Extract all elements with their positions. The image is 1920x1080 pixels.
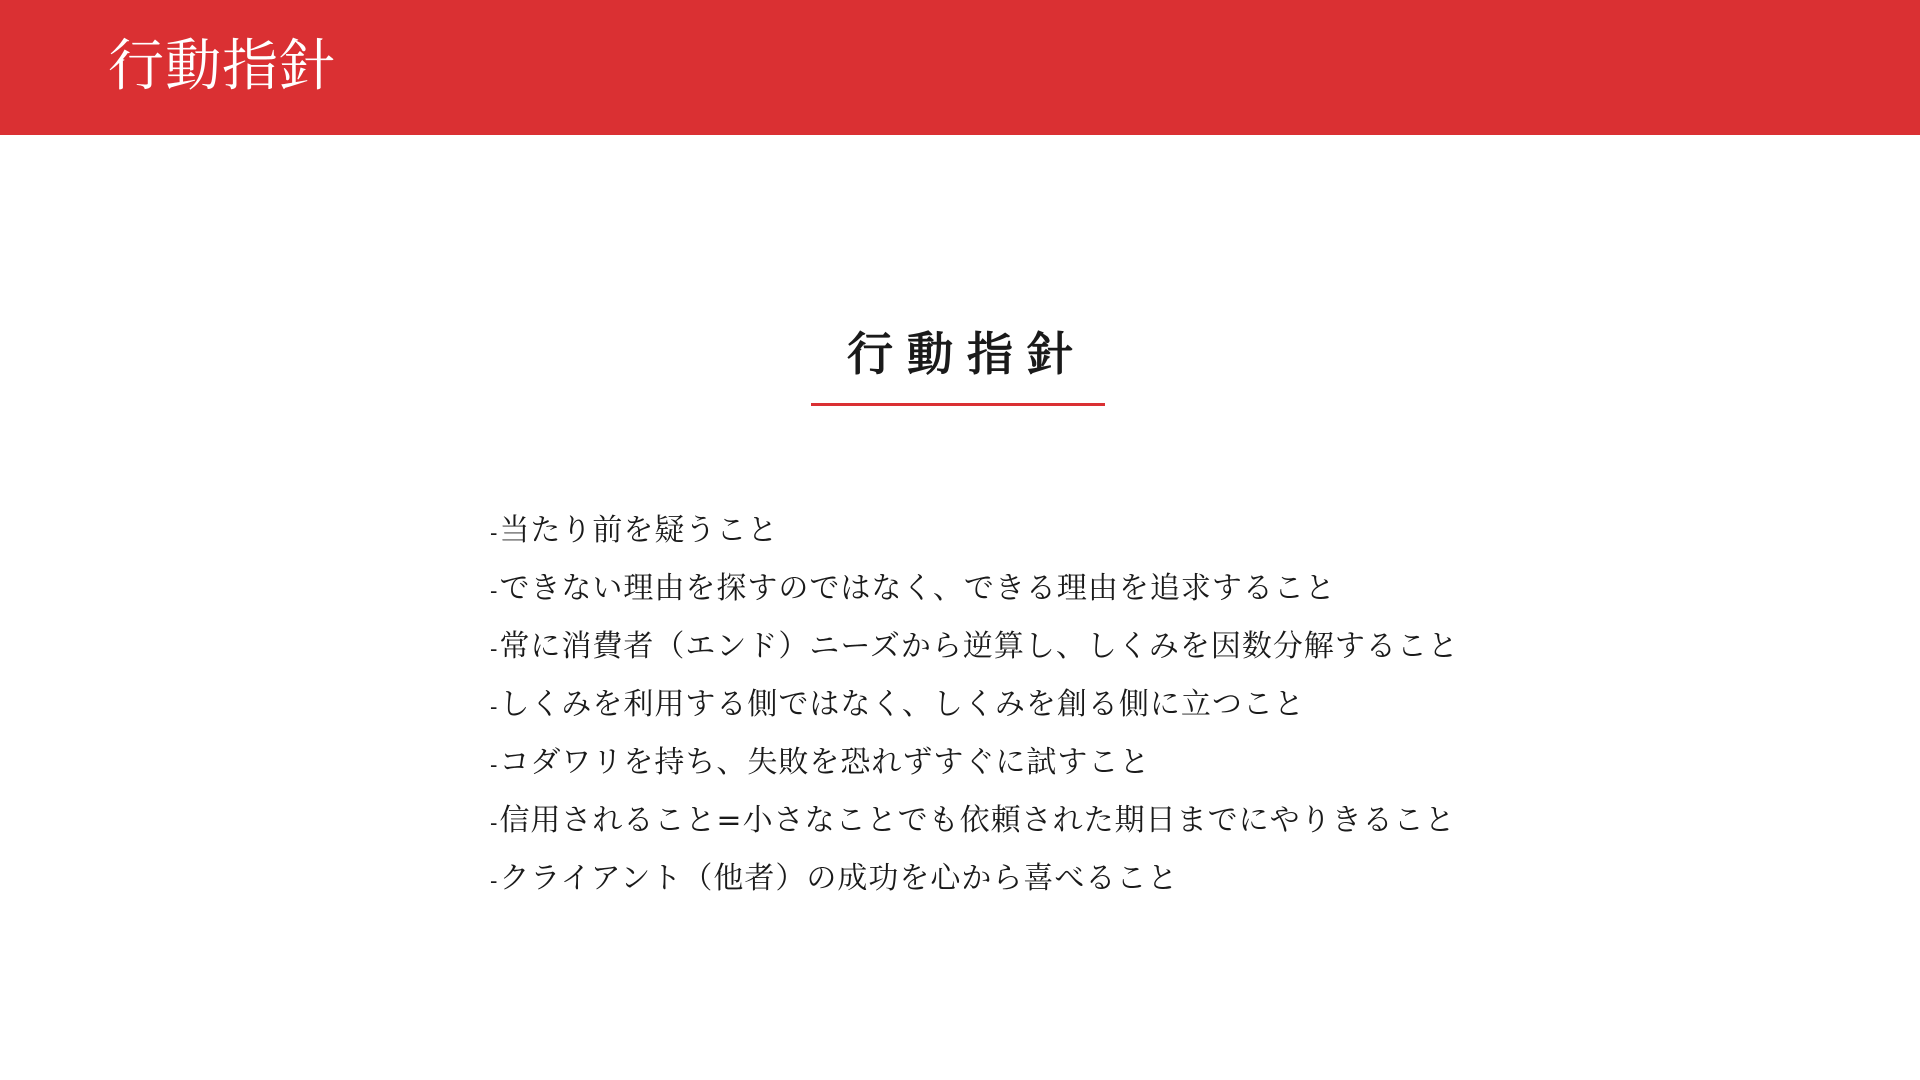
bullet-dash: - (490, 579, 499, 604)
principle-item (490, 618, 1590, 676)
principle-item (490, 850, 1590, 908)
principle-text: コダワリを持ち、失敗を恐れずすぐに試すこと (499, 745, 1151, 780)
section-title: 行動指針 (847, 327, 1087, 381)
principle-item (490, 792, 1590, 850)
bullet-dash: - (490, 521, 499, 546)
header-title: 行動指針 (108, 34, 336, 99)
principle-text: クライアント（他者）の成功を心から喜べること (499, 861, 1179, 896)
bullet-dash: - (490, 695, 499, 720)
header-bar (0, 0, 1920, 135)
principle-item (490, 676, 1590, 734)
principle-text: 信用されること=小さなことでも依頼された期日までにやりきること (499, 803, 1456, 838)
principle-item (490, 502, 1590, 560)
principle-item (490, 560, 1590, 618)
principle-text: 常に消費者（エンド）ニーズから逆算し、しくみを因数分解すること (499, 629, 1459, 664)
bullet-dash: - (490, 637, 499, 662)
title-underline (811, 403, 1105, 406)
principle-text: できない理由を探すのではなく、できる理由を追求すること (499, 571, 1336, 606)
bullet-dash: - (490, 753, 499, 778)
principles-list (490, 502, 1590, 908)
bullet-dash: - (490, 869, 499, 894)
bullet-dash: - (490, 811, 499, 836)
principle-text: しくみを利用する側ではなく、しくみを創る側に立つこと (499, 687, 1305, 722)
principle-text: 当たり前を疑うこと (499, 513, 779, 548)
principle-item (490, 734, 1590, 792)
